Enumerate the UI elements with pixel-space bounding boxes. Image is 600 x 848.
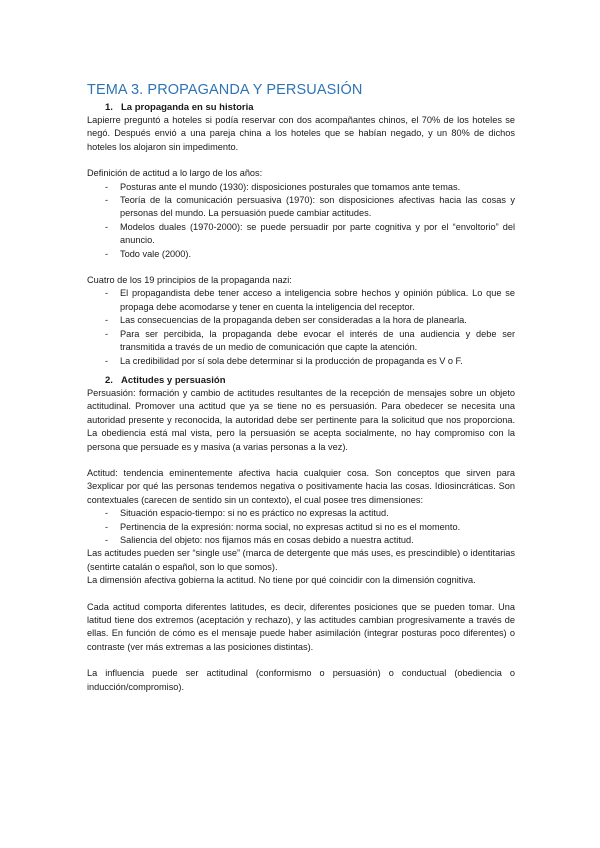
list-item: - Modelos duales (1970-2000): se puede persuadir por parte cognitiva y por el “envoltorio” del anuncio. xyxy=(87,221,515,248)
nazi-principles-title: Cuatro de los 19 principios de la propaganda nazi: xyxy=(87,275,292,286)
document-page xyxy=(87,82,515,694)
list-item: - Saliencia del objeto: nos fijamos más en cosas debido a nuestra actitud. xyxy=(87,534,515,547)
paragraph-lapierre: Lapierre preguntó a hoteles si podía reservar con dos acompañantes chinos, el 70% de los hoteles se negó. Después envió a una pareja china a los hoteles que se habían negado, y un 80% de dichos hoteles los alojaron sin impedimento. xyxy=(87,115,515,152)
list-item: - El propagandista debe tener acceso a inteligencia sobre hechos y opinión pública. Lo que se propaga debe acomodarse y tener en cuenta la inteligencia del receptor. xyxy=(87,287,515,314)
paragraph-latitudes: Cada actitud comporta diferentes latitudes, es decir, diferentes posiciones que se pueden tomar. Una latitud tiene dos extremos (aceptación y rechazo), y las actitudes cambian progresivamente a través de ellas. En función de cómo es el mensaje puede haber asimilación (integrar posturas poco diferentes) o contraste (ver más extremas a las posiciones distintas). xyxy=(87,601,515,652)
dimensions-list xyxy=(87,507,515,547)
section-heading-2 xyxy=(87,374,515,387)
nazi-principles-list xyxy=(87,287,515,367)
paragraph-single-use: Las actitudes pueden ser “single use” (marca de detergente que más uses, es prescindible) o identitarias (sentirte catalán o español, son lo que somos). xyxy=(87,548,515,572)
list-item: - Posturas ante el mundo (1930): disposiciones posturales que tomamos ante temas. xyxy=(87,181,515,194)
paragraph-influencia: La influencia puede ser actitudinal (conformismo o persuasión) o conductual (obediencia o inducción/compromiso). xyxy=(87,668,515,692)
list-item: - Situación espacio-tiempo: si no es práctico no expresas la actitud. xyxy=(87,507,515,520)
section-heading-1 xyxy=(87,101,515,114)
section-number: 1. xyxy=(105,102,113,113)
list-item: - Para ser percibida, la propaganda debe evocar el interés de una audiencia y debe ser transmitida a través de un medio de comunicación que capte la atención. xyxy=(87,328,515,355)
document-title: TEMA 3. PROPAGANDA Y PERSUASIÓN xyxy=(87,82,363,98)
list-item: - La credibilidad por sí sola debe determinar si la producción de propaganda es V o F. xyxy=(87,355,515,368)
list-item: - Teoría de la comunicación persuasiva (1970): son disposiciones afectivas hacia las cosas y personas del mundo. La persuasión puede cambiar actitudes. xyxy=(87,194,515,221)
definition-list-title: Definición de actitud a lo largo de los años: xyxy=(87,168,263,179)
list-item: - Las consecuencias de la propaganda deben ser consideradas a la hora de planearla. xyxy=(87,314,515,327)
list-item: - Todo vale (2000). xyxy=(87,248,515,261)
section-heading-text: La propaganda en su historia xyxy=(121,102,254,113)
definition-list xyxy=(87,181,515,261)
paragraph-dimension-afectiva: La dimensión afectiva gobierna la actitud. No tiene por qué coincidir con la dimensión cognitiva. xyxy=(87,575,476,586)
paragraph-actitud: Actitud: tendencia eminentemente afectiva hacia cualquier cosa. Son conceptos que sirven para 3explicar por qué las personas tendemos negativa o positivamente hacia las cosas. Idiosincráticas. Son contextuales (carecen de sentido sin un contexto), el cual posee tres dimensiones: xyxy=(87,467,515,505)
paragraph-persuasion: Persuasión: formación y cambio de actitudes resultantes de la recepción de mensajes sobre un objeto actitudinal. Promover una actitud que ya se tiene no es persuasión. Para obedecer se necesita una autoridad presente y reconocida, la autoridad debe ser pertinente para la solicitud que nos proporciona. La obediencia está mal vista, pero la persuasión se acepta socialmente, no hay compromiso con la persona que persuade es y masiva (a varias personas a la vez). xyxy=(87,387,515,452)
section-heading-text: Actitudes y persuasión xyxy=(121,374,226,386)
list-item: - Pertinencia de la expresión: norma social, no expresas actitud si no es el momento. xyxy=(87,521,515,534)
section-number: 2. xyxy=(105,374,113,386)
